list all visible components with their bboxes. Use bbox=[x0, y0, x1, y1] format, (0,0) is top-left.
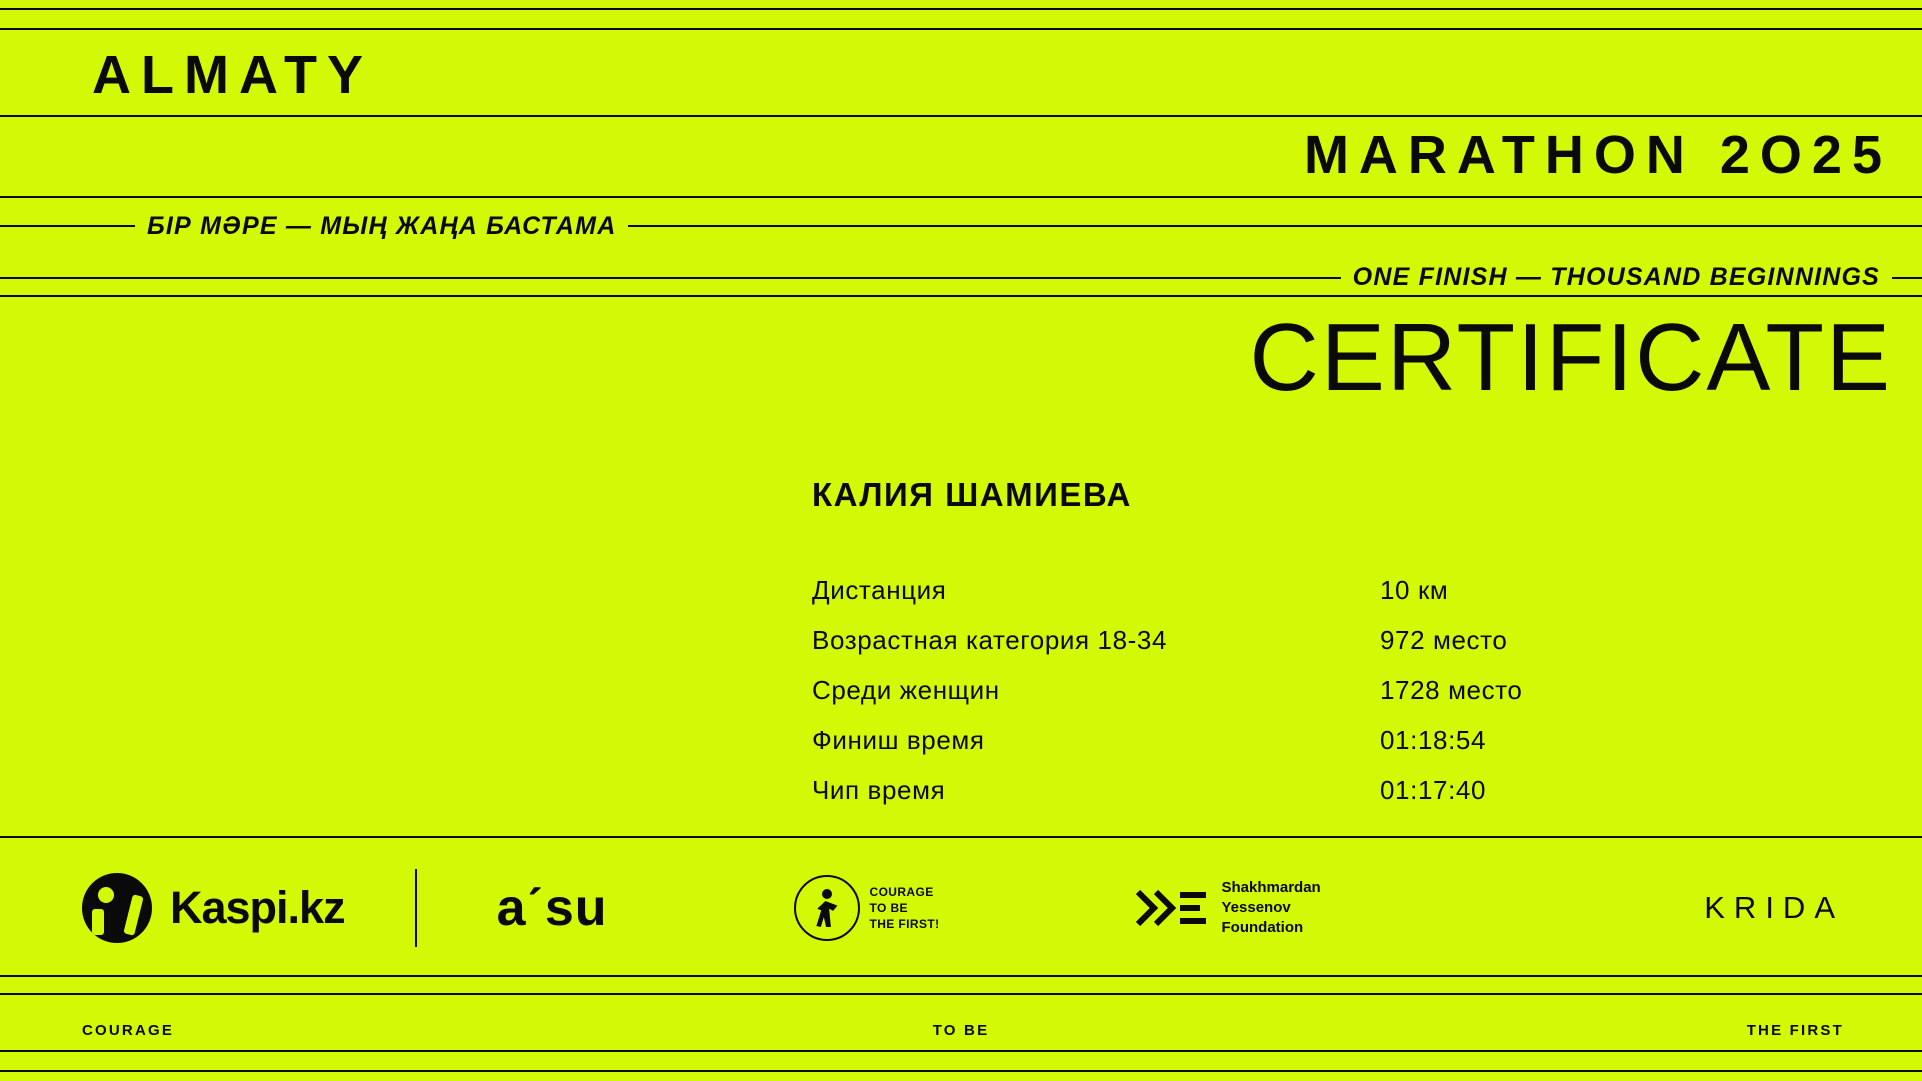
kaspi-logo-arm bbox=[123, 894, 143, 935]
yessenov-text bbox=[1222, 878, 1321, 939]
result-label: Среди женщин bbox=[812, 675, 1000, 705]
yessenov-line-1: Shakhmardan bbox=[1221, 878, 1321, 896]
table-row bbox=[812, 675, 1632, 725]
courage-fund-logo-icon bbox=[794, 875, 860, 941]
footer-text-right: THE FIRST bbox=[1746, 1021, 1844, 1039]
divider-line-9 bbox=[0, 993, 1922, 995]
sponsor-asu-label: aˊsu bbox=[496, 879, 608, 937]
table-row bbox=[812, 775, 1632, 825]
certificate-header bbox=[0, 0, 1922, 300]
divider-line-11 bbox=[0, 1070, 1922, 1072]
footer-text-center: TO BE bbox=[932, 1021, 990, 1039]
certificate-footer bbox=[0, 1010, 1922, 1050]
table-row bbox=[812, 725, 1632, 775]
tagline-english: ONE FINISH — THOUSAND BEGINNINGS bbox=[1341, 265, 1892, 290]
runner-body-icon bbox=[816, 901, 838, 927]
result-value: 01:17:40 bbox=[1380, 775, 1487, 805]
athlete-name: КАЛИЯ ШАМИЕВА bbox=[812, 476, 1132, 513]
result-value: 01:18:54 bbox=[1380, 725, 1487, 755]
sponsor-kaspi-label: Kaspi.kz bbox=[170, 882, 345, 933]
sponsor-asu bbox=[497, 840, 608, 976]
sponsor-yessenov-foundation bbox=[1136, 840, 1321, 976]
table-row bbox=[812, 625, 1632, 675]
courage-fund-text bbox=[870, 884, 940, 933]
footer-text-left: COURAGE bbox=[82, 1021, 175, 1039]
event-name: MARATHON 2O25 bbox=[1303, 125, 1892, 185]
result-label: Финиш время bbox=[812, 725, 985, 755]
kaspi-logo-icon bbox=[82, 873, 152, 943]
yessenov-line-3: Foundation bbox=[1221, 919, 1304, 937]
divider-line-7 bbox=[0, 836, 1922, 838]
courage-line-2: TO BE bbox=[869, 900, 908, 915]
runner-head-icon bbox=[822, 889, 832, 899]
result-label: Возрастная категория 18-34 bbox=[812, 625, 1168, 655]
courage-line-1: COURAGE bbox=[869, 884, 934, 899]
sponsor-divider bbox=[415, 869, 417, 947]
yessenov-line-2: Yessenov bbox=[1221, 898, 1291, 916]
divider-line-10 bbox=[0, 1050, 1922, 1052]
courage-line-3: THE FIRST! bbox=[869, 917, 940, 932]
event-city: ALMATY bbox=[92, 45, 373, 105]
result-value: 972 место bbox=[1380, 625, 1508, 655]
runner-figure-icon bbox=[816, 889, 838, 927]
result-label: Чип время bbox=[812, 775, 946, 805]
sponsor-krida bbox=[1704, 840, 1844, 976]
sponsor-krida-label: KRIDA bbox=[1704, 890, 1844, 925]
tagline-kazakh: БІР МӘРЕ — МЫҢ ЖАҢА БАСТАМА bbox=[135, 214, 628, 239]
sponsor-courage-fund bbox=[794, 840, 940, 976]
result-value: 1728 место bbox=[1380, 675, 1523, 705]
result-label: Дистанция bbox=[812, 575, 947, 605]
sponsor-kaspi bbox=[82, 840, 345, 976]
page-title: CERTIFICATE bbox=[1249, 304, 1892, 411]
table-row bbox=[812, 575, 1632, 625]
result-value: 10 км bbox=[1380, 575, 1449, 605]
results-table bbox=[812, 575, 1632, 825]
yessenov-logo-icon bbox=[1136, 886, 1208, 930]
sponsor-bar bbox=[0, 840, 1922, 976]
